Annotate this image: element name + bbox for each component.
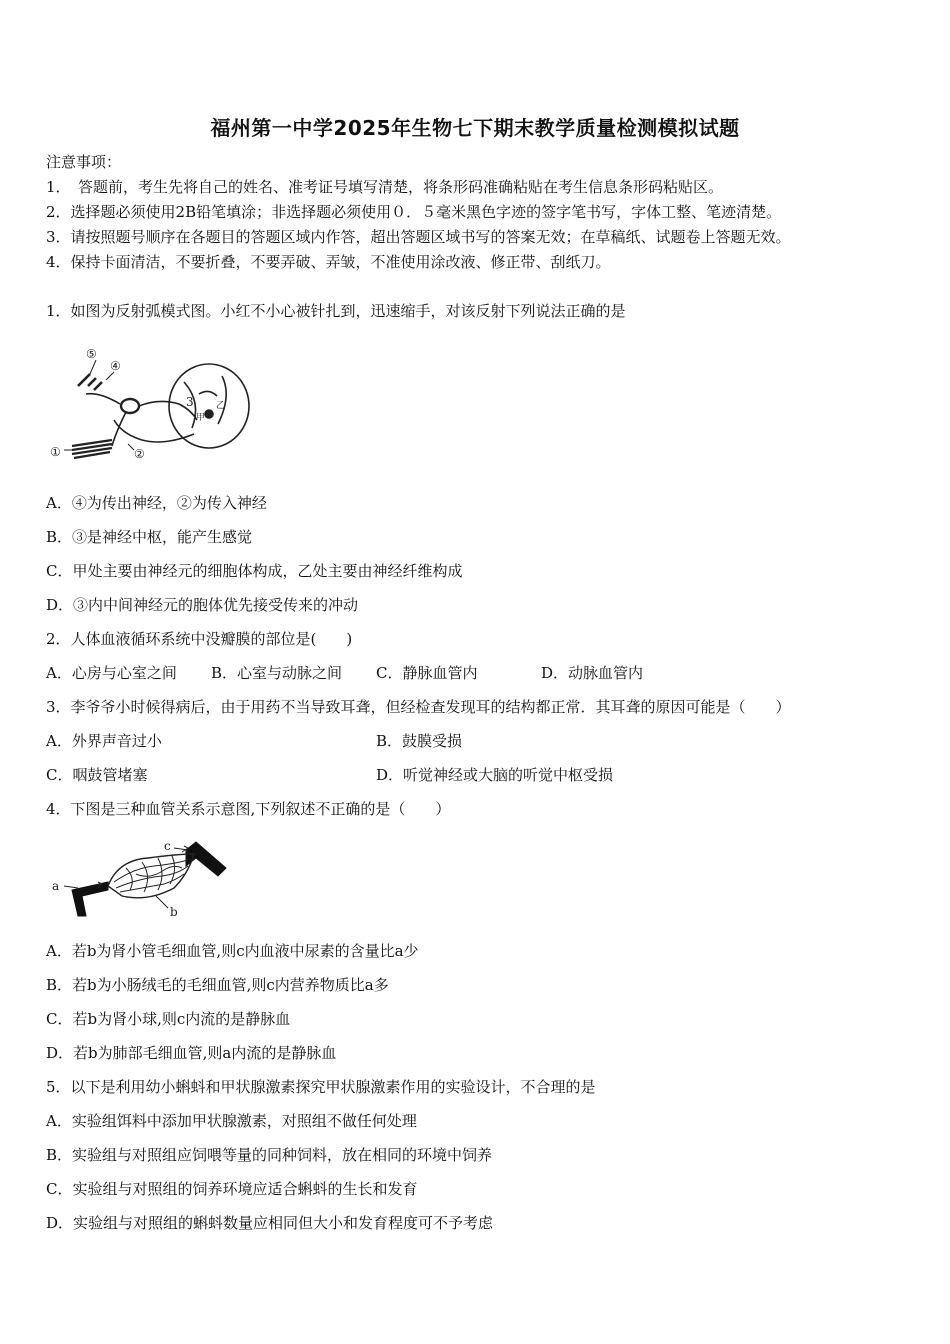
notice-item: 4．保持卡面清洁，不要折叠，不要弄破、弄皱，不准使用涂改液、修正带、刮纸刀。	[46, 253, 611, 271]
spinal-cord-outline	[169, 364, 249, 448]
question-3-stem: 3．李爷爷小时候得病后，由于用药不当导致耳聋，但经检查发现耳的结构都正常．其耳聋的原因可能是（ ）	[46, 698, 791, 716]
ganglion	[121, 399, 139, 413]
q2-option-d: D．动脉血管内	[541, 664, 644, 682]
q4-option-b: B．若b为小肠绒毛的毛细血管,则c内营养物质比a多	[46, 976, 389, 994]
question-4-stem: 4．下图是三种血管关系示意图,下列叙述不正确的是（ ）	[46, 800, 451, 818]
efferent-nerve	[114, 420, 194, 442]
label-yi: 乙	[216, 401, 226, 411]
effector	[78, 374, 102, 390]
label-5: ⑤	[86, 347, 97, 361]
label-3: 3	[186, 395, 194, 409]
q3-option-d: D．听觉神经或大脑的听觉中枢受损	[376, 766, 614, 784]
q4-option-a: A．若b为肾小管毛细血管,则c内血液中尿素的含量比a少	[46, 942, 419, 960]
q5-option-a: A．实验组饵料中添加甲状腺激素，对照组不做任何处理	[46, 1112, 417, 1130]
blood-vessel-figure	[46, 838, 236, 920]
q2-option-a: A．心房与心室之间	[46, 664, 177, 682]
notice-item: 2．选择题必须使用2B铅笔填涂；非选择题必须使用０．５毫米黑色字迹的签字笔书写，字体工整、笔迹清楚。	[46, 203, 782, 221]
notice-item: 3．请按照题号顺序在各题目的答题区域内作答，超出答题区域书写的答案无效；在草稿纸、试题卷上答题无效。	[46, 228, 791, 246]
label-b: b	[170, 905, 178, 919]
q5-option-d: D．实验组与对照组的蝌蚪数量应相同但大小和发育程度可不予考虑	[46, 1214, 494, 1232]
label-jia: 甲	[196, 413, 206, 423]
q2-option-c: C．静脉血管内	[376, 664, 478, 682]
question-5-stem: 5．以下是利用幼小蝌蚪和甲状腺激素探究甲状腺激素作用的实验设计，不合理的是	[46, 1078, 596, 1096]
label-a: a	[52, 879, 60, 893]
q1-option-c: C．甲处主要由神经元的细胞体构成，乙处主要由神经纤维构成	[46, 562, 463, 580]
q2-option-b: B．心室与动脉之间	[211, 664, 343, 682]
q1-option-a: A．④为传出神经，②为传入神经	[46, 494, 267, 512]
q4-option-d: D．若b为肺部毛细血管,则a内流的是静脉血	[46, 1044, 337, 1062]
grey-matter-right	[218, 376, 226, 424]
label-4: ④	[110, 359, 121, 373]
afferent-nerve	[112, 412, 126, 446]
q1-option-d: D．③内中间神经元的胞体优先接受传来的冲动	[46, 596, 359, 614]
q4-option-c: C．若b为肾小球,则c内流的是静脉血	[46, 1010, 291, 1028]
q3-option-a: A．外界声音过小	[46, 732, 162, 750]
label-c: c	[164, 839, 171, 853]
question-2-stem: 2．人体血液循环系统中没瓣膜的部位是( )	[46, 630, 353, 648]
q3-option-b: B．鼓膜受损	[376, 732, 463, 750]
reflex-arc-figure	[44, 342, 254, 467]
question-1-stem: 1．如图为反射弧模式图。小红不小心被针扎到，迅速缩手，对该反射下列说法正确的是	[46, 302, 626, 320]
notice-item: 1． 答题前，考生先将自己的姓名、准考证号填写清楚，将条形码准确粘贴在考生信息条形码粘贴区。	[46, 178, 724, 196]
label-2: ②	[134, 447, 145, 461]
q5-option-b: B．实验组与对照组应饲喂等量的同种饲料，放在相同的环境中饲养	[46, 1146, 493, 1164]
vessel-a	[72, 882, 108, 916]
notice-heading: 注意事项：	[46, 153, 122, 171]
label-1: ①	[50, 445, 61, 459]
q3-option-c: C．咽鼓管堵塞	[46, 766, 148, 784]
page-title: 福州第一中学2025年生物七下期末教学质量检测模拟试题	[210, 116, 740, 140]
q5-option-c: C．实验组与对照组的饲养环境应适合蝌蚪的生长和发育	[46, 1180, 418, 1198]
receptor	[72, 440, 112, 458]
q1-option-b: B．③是神经中枢，能产生感觉	[46, 528, 253, 546]
